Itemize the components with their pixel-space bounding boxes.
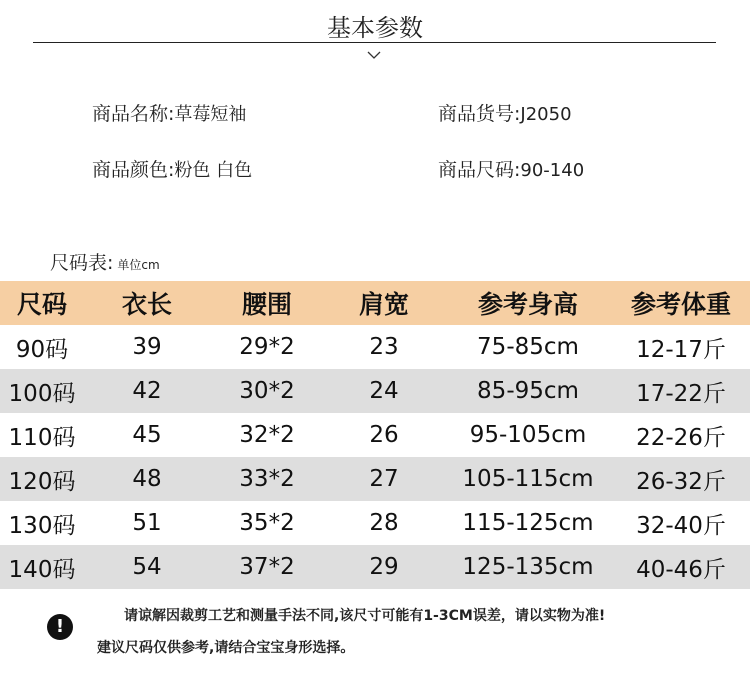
cell-shoulder: 23 — [369, 334, 399, 360]
cell-length: 48 — [84, 457, 210, 501]
product-size-value: 90-140 — [520, 160, 585, 181]
product-name-value: 草莓短袖 — [174, 104, 247, 125]
table-row — [0, 413, 750, 457]
cell-weight: 22-26斤 — [636, 424, 726, 451]
product-sku-label: 商品货号: — [438, 103, 521, 125]
product-sku — [438, 99, 572, 126]
table-row — [0, 369, 750, 413]
cell-length: 51 — [132, 510, 162, 536]
cell-shoulder: 27 — [324, 457, 444, 501]
product-name — [92, 99, 246, 126]
product-color — [92, 155, 252, 182]
cell-waist: 35*2 — [239, 510, 295, 536]
column-header-weight: 参考体重 — [612, 281, 750, 325]
product-sku-value: J2050 — [520, 104, 572, 125]
cell-shoulder: 26 — [369, 422, 399, 448]
size-chart-label — [50, 248, 160, 275]
chevron-down-icon — [367, 50, 381, 60]
cell-size: 120码 — [0, 457, 84, 501]
column-header-waist: 腰围 — [210, 281, 324, 325]
cell-waist: 33*2 — [210, 457, 324, 501]
cell-length: 42 — [84, 369, 210, 413]
cell-length: 45 — [132, 422, 162, 448]
cell-waist: 29*2 — [239, 334, 295, 360]
size-chart-unit: 单位cm — [117, 258, 160, 272]
cell-size: 90码 — [15, 336, 69, 363]
notice-line-2: 建议尺码仅供参考,请结合宝宝身形选择。 — [97, 640, 355, 656]
cell-height: 115-125cm — [462, 510, 594, 536]
cell-height: 125-135cm — [444, 545, 612, 589]
table-row — [0, 325, 750, 369]
cell-height: 95-105cm — [469, 422, 587, 448]
cell-shoulder: 28 — [369, 510, 399, 536]
cell-weight: 32-40斤 — [636, 512, 726, 539]
cell-size: 130码 — [8, 512, 76, 539]
cell-weight: 12-17斤 — [636, 336, 726, 363]
size-table-header — [0, 281, 750, 325]
product-size — [438, 155, 584, 182]
cell-size: 110码 — [8, 424, 76, 451]
column-header-length: 衣长 — [84, 281, 210, 325]
table-row — [0, 501, 750, 545]
notice-line-1: 请谅解因裁剪工艺和测量手法不同,该尺寸可能有1-3CM误差，请以实物为准! — [124, 608, 606, 624]
size-chart-title: 尺码表: — [50, 252, 114, 274]
cell-height: 75-85cm — [477, 334, 579, 360]
size-table — [0, 281, 750, 589]
product-color-value: 粉色 白色 — [174, 160, 253, 181]
column-header-height: 参考身高 — [444, 281, 612, 325]
cell-length: 54 — [84, 545, 210, 589]
table-row — [0, 545, 750, 589]
page-title: 基本参数 — [327, 14, 423, 42]
cell-weight: 26-32斤 — [612, 457, 750, 501]
product-name-label: 商品名称: — [92, 103, 175, 125]
table-row — [0, 457, 750, 501]
product-size-label: 商品尺码: — [438, 159, 521, 181]
column-header-size: 尺码 — [0, 281, 84, 325]
cell-shoulder: 24 — [324, 369, 444, 413]
cell-length: 39 — [132, 334, 162, 360]
cell-waist: 32*2 — [239, 422, 295, 448]
product-color-label: 商品颜色: — [92, 159, 175, 181]
exclamation-icon: ! — [47, 614, 73, 640]
cell-waist: 30*2 — [210, 369, 324, 413]
cell-size: 140码 — [0, 545, 84, 589]
cell-waist: 37*2 — [210, 545, 324, 589]
cell-size: 100码 — [0, 369, 84, 413]
cell-height: 105-115cm — [444, 457, 612, 501]
cell-shoulder: 29 — [324, 545, 444, 589]
cell-weight: 17-22斤 — [612, 369, 750, 413]
column-header-shoulder: 肩宽 — [324, 281, 444, 325]
cell-weight: 40-46斤 — [612, 545, 750, 589]
title-divider — [33, 42, 716, 43]
cell-height: 85-95cm — [444, 369, 612, 413]
